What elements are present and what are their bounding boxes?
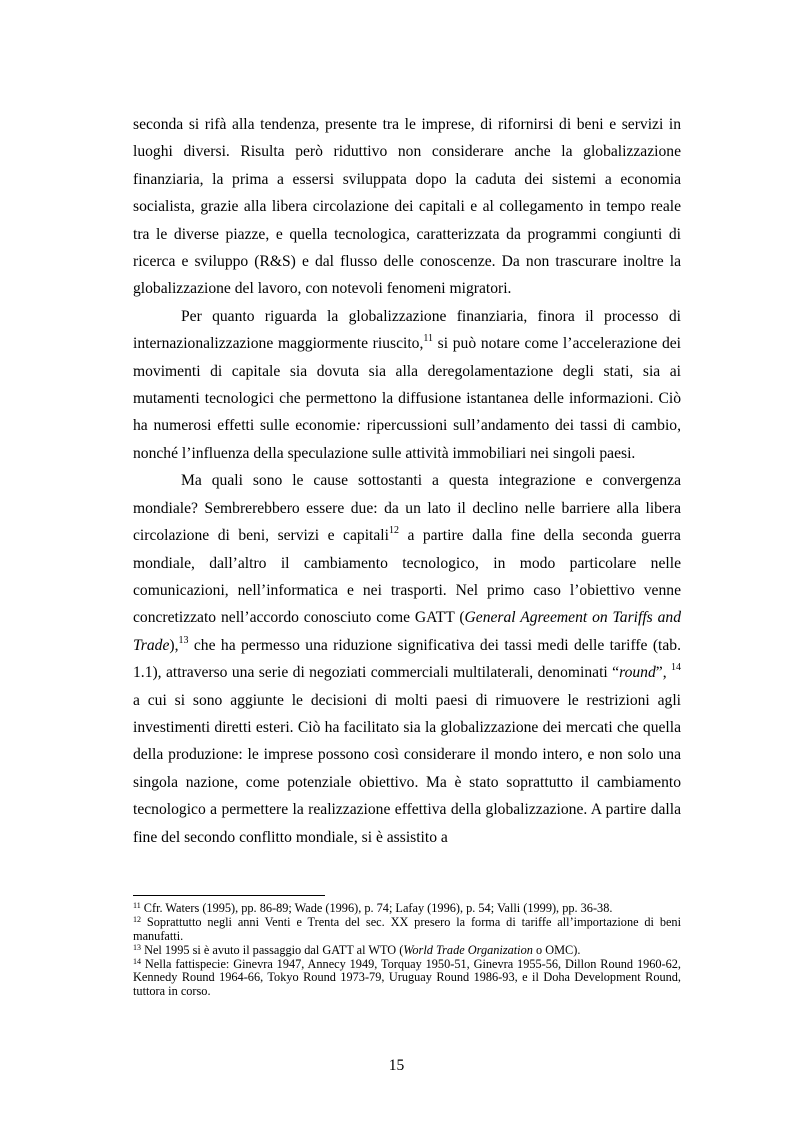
wto-full-name: World Trade Organization (403, 942, 533, 957)
footnote-text-pre: Nel 1995 si è avuto il passaggio dal GATT al WTO ( (141, 942, 404, 957)
footnote-14 (133, 958, 681, 999)
paragraph-2-part-b: si può notare come l’accelerazione dei movimenti di capitale sia dovuta sia alla deregolamentazione degli stati, sia ai mutamenti tecnologici che permettono la diffusione istantanea delle informazioni. Ciò ha numerosi effetti sulle economie (133, 335, 681, 435)
paragraph-3 (133, 467, 681, 851)
footnote-12 (133, 916, 681, 943)
footnote-ref-12[interactable]: 12 (388, 525, 399, 537)
paragraph-3-part-b: a partire dalla fine della seconda guerra mondiale, dall’altro il cambiamento tecnologico, in modo particolare nelle comunicazioni, nell’informatica e nei trasporti. Nel primo caso l’obiettivo venne concretizzato nell’accordo conosciuto come GATT ( (133, 527, 681, 627)
footnote-number: 14 (133, 956, 141, 966)
footnote-number: 12 (133, 915, 141, 924)
footnote-text-post: o OMC). (532, 942, 581, 957)
paragraph-3-part-c: ), (169, 636, 179, 654)
footnote-ref-13[interactable]: 13 (178, 634, 189, 646)
paragraph-3-part-d: che ha permesso una riduzione significativa dei tassi medi delle tariffe (tab. 1.1), attraverso una serie di negoziati commerciali multilaterali, denominati “ (133, 636, 681, 682)
footnote-number: 13 (133, 942, 141, 952)
footnote-11 (133, 902, 681, 916)
footnote-number: 11 (133, 901, 141, 910)
round-term: round (619, 664, 656, 682)
paragraph-2-colon: : (355, 417, 362, 435)
footnote-ref-14[interactable]: 14 (671, 662, 682, 674)
gatt-full-name: General Agreement on Tariffs and Trade (133, 609, 681, 654)
paragraph-2-part-a: Per quanto riguarda la globalizzazione finanziaria, finora il processo di internazionalizzazione maggiormente riuscito, (133, 307, 681, 353)
paragraph-3-part-e: ”, (655, 664, 672, 682)
paragraph-3-part-f: a cui si sono aggiunte le decisioni di molti paesi di rimuovere le restrizioni agli investimenti diretti esteri. Ciò ha facilitato sia la globalizzazione dei mercati che quella della produzione: le imprese possono così considerare il mondo intero, e non solo una singola nazione, come potenziale obiettivo. Ma è stato soprattutto il cambiamento tecnologico a permettere la realizzazione effettiva della globalizzazione. A partire dalla fine del secondo conflitto mondiale, si è assistito a (133, 691, 681, 846)
footnote-text: Soprattutto negli anni Venti e Trenta del sec. XX presero la forma di tariffe all’importazione di beni manufatti. (133, 915, 681, 943)
footnote-text: Cfr. Waters (1995), pp. 86-89; Wade (1996), p. 74; Lafay (1996), p. 54; Valli (1999), pp. 36-38. (140, 901, 613, 915)
footnote-text: Nella fattispecie: Ginevra 1947, Annecy 1949, Torquay 1950-51, Ginevra 1955-56, Dillon Round 1960-62, Kennedy Round 1964-66, Tokyo Round 1973-79, Uruguay Round 1986-93, e il Doha Development Round, tuttora in corso. (133, 956, 681, 998)
footnote-separator (133, 895, 325, 896)
footnotes (133, 902, 681, 999)
main-text (133, 111, 681, 851)
footnote-13 (133, 944, 681, 958)
paragraph-3-part-a: Ma quali sono le cause sottostanti a questa integrazione e convergenza mondiale? Sembrerebbero essere due: da un lato il declino nelle barriere alla libera circolazione di beni, servizi e capitali (133, 472, 681, 545)
paragraph-2 (133, 303, 681, 467)
paragraph-1: seconda si rifà alla tendenza, presente tra le imprese, di rifornirsi di beni e servizi in luoghi diversi. Risulta però riduttivo non considerare anche la globalizzazione finanziaria, la prima a essersi sviluppata dopo la caduta dei sistemi a economia socialista, grazie alla libera circolazione dei capitali e al collegamento in tempo reale tra le diverse piazze, e quella tecnologica, caratterizzata da programmi congiunti di ricerca e sviluppo (R&S) e dal flusso delle conoscenze. Da non trascurare inoltre la globalizzazione del lavoro, con notevoli fenomeni migratori. (133, 116, 681, 298)
page-number: 15 (388, 1057, 405, 1074)
paragraph-2-part-c: ripercussioni sull’andamento dei tassi di cambio, nonché l’influenza della speculazione sulle attività immobiliari nei singoli paesi. (133, 417, 682, 462)
footnote-ref-11[interactable]: 11 (423, 333, 433, 345)
